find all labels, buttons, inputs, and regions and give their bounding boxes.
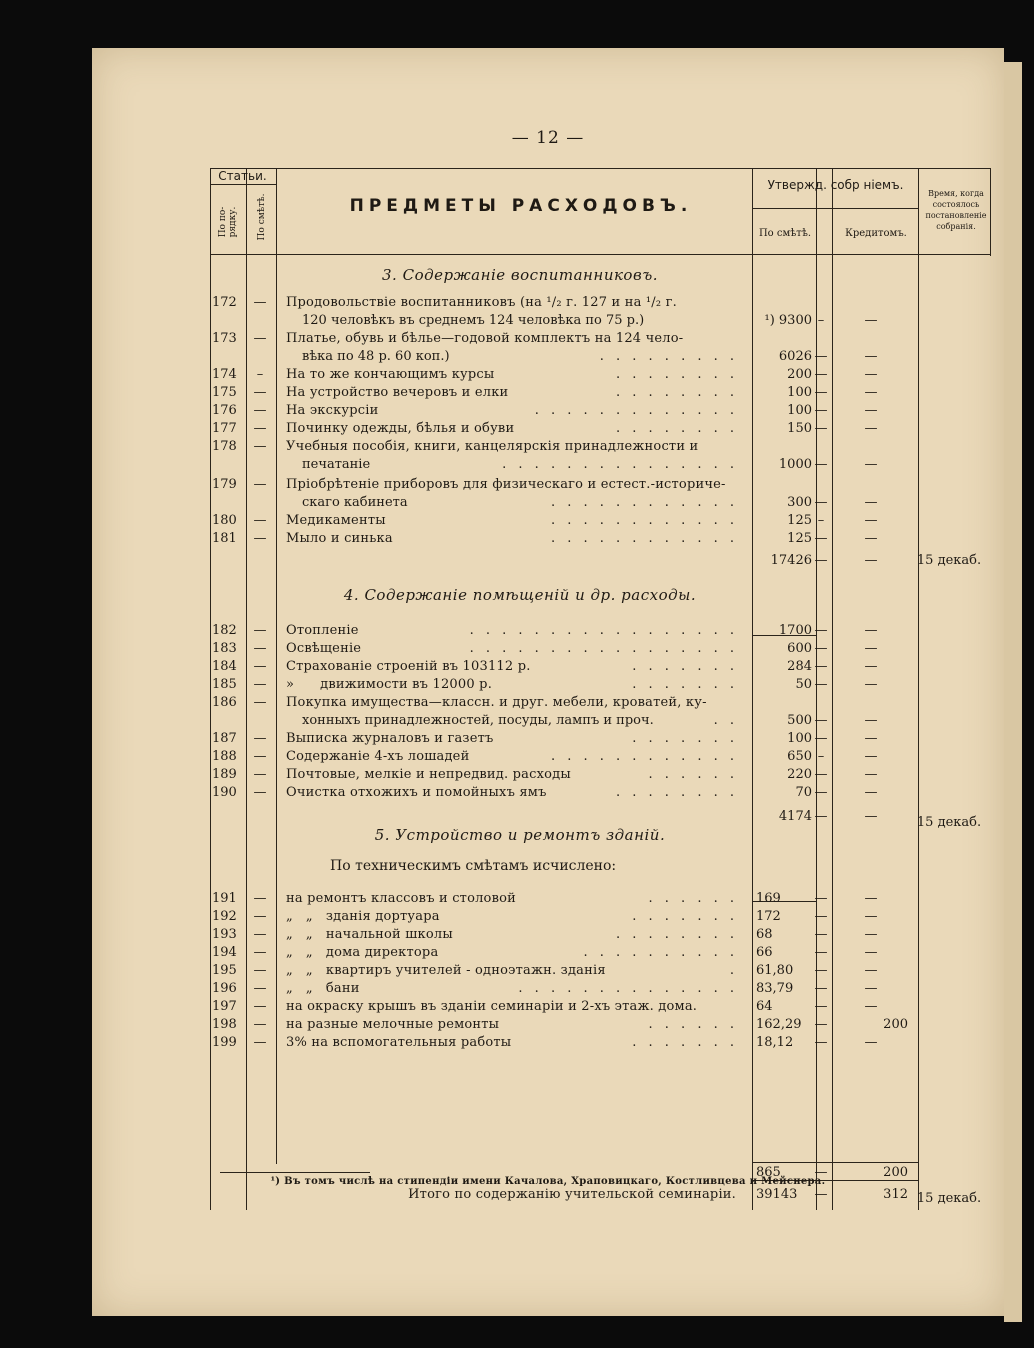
row-amount: 68: [756, 927, 773, 942]
header-statia: Статьи.: [218, 169, 267, 183]
header-po-smete: По смѣтѣ.: [758, 228, 812, 239]
row-smeta: —: [253, 963, 267, 978]
section-title: 3. Содержаніе воспитанниковъ.: [382, 266, 658, 284]
row-credit: —: [864, 513, 878, 528]
row-description: на ремонтъ классовъ и столовой: [286, 891, 516, 906]
row-amount: 200: [787, 367, 812, 382]
row-number: 174: [212, 367, 237, 382]
row-description: На то же кончающимъ курсы: [286, 367, 495, 382]
row-amount: 61,80: [756, 963, 794, 978]
row-credit: —: [864, 767, 878, 782]
row-number: 182: [212, 623, 237, 638]
row-description: печатаніе: [302, 457, 371, 472]
row-credit: —: [864, 981, 878, 996]
row-amount: 66: [756, 945, 773, 960]
row-mark: —: [814, 1035, 828, 1050]
row-mark: —: [814, 531, 828, 546]
header-kreditom: Кредитомъ.: [845, 228, 907, 239]
row-mark: —: [814, 421, 828, 436]
row-mark: —: [814, 349, 828, 364]
section-title: 4. Содержаніе помѣщеній и др. расходы.: [343, 586, 697, 604]
row-description: Пріобрѣтеніе приборовъ для физическаго и естест.-историче-: [286, 477, 726, 492]
row-credit: —: [864, 313, 878, 328]
row-credit: —: [864, 927, 878, 942]
row-mark: —: [814, 641, 828, 656]
row-number: 198: [212, 1017, 237, 1032]
grand-total-time: 15 декаб.: [916, 1191, 982, 1206]
row-number: 179: [212, 477, 237, 492]
document-page: [92, 48, 1004, 1316]
row-amount: 18,12: [756, 1035, 794, 1050]
row-smeta: —: [253, 623, 267, 638]
row-description: „ „ квартиръ учителей - одноэтажн. зданія: [286, 963, 606, 978]
leader-dots: . . . . . . . . . . . .: [550, 749, 738, 764]
row-smeta: —: [253, 659, 267, 674]
row-number: 181: [212, 531, 237, 546]
row-number: 199: [212, 1035, 237, 1050]
row-smeta: —: [253, 927, 267, 942]
section-total-amount: 865: [756, 1165, 781, 1180]
row-mark: —: [814, 1187, 828, 1202]
leader-dots: . . . . . . . . . .: [583, 945, 738, 960]
row-description: „ „ начальной школы: [286, 927, 453, 942]
row-amount: 1000: [778, 457, 812, 472]
row-description: на окраску крышъ въ зданіи семинаріи и 2-хъ этаж. дома.: [286, 999, 698, 1014]
row-number: 187: [212, 731, 237, 746]
row-credit: —: [864, 659, 878, 674]
row-mark: —: [814, 1165, 828, 1180]
row-smeta: —: [253, 403, 267, 418]
row-smeta: —: [253, 767, 267, 782]
row-amount: 83,79: [756, 981, 794, 996]
row-mark: —: [814, 945, 828, 960]
leader-dots: . . . . . . . . . . . .: [550, 513, 738, 528]
row-mark: —: [814, 623, 828, 638]
row-description: на разные мелочные ремонты: [286, 1017, 500, 1032]
header-po-poryadku: По по-рядку.: [218, 206, 238, 238]
row-number: 188: [212, 749, 237, 764]
row-amount: 1700: [778, 623, 812, 638]
row-mark: —: [814, 999, 828, 1014]
row-credit: —: [864, 731, 878, 746]
row-credit: —: [864, 749, 878, 764]
row-smeta: —: [253, 641, 267, 656]
row-number: 180: [212, 513, 237, 528]
row-description: „ „ дома директора: [286, 945, 439, 960]
row-mark: –: [817, 749, 825, 764]
row-number: 176: [212, 403, 237, 418]
row-mark: —: [814, 495, 828, 510]
row-description: Мыло и синька: [286, 531, 393, 546]
row-amount: 100: [787, 403, 812, 418]
leader-dots: . . . . . . . . . . . . . .: [518, 981, 738, 996]
row-mark: —: [814, 1017, 828, 1032]
row-number: 175: [212, 385, 237, 400]
row-amount: 500: [787, 713, 812, 728]
header-approved: Утвержд. собр ніемъ.: [767, 178, 904, 192]
row-smeta: —: [253, 439, 267, 454]
row-credit: —: [864, 999, 878, 1014]
page-number: — 12 —: [511, 128, 585, 148]
row-description: 3% на вспомогательныя работы: [286, 1035, 512, 1050]
row-smeta: —: [253, 421, 267, 436]
row-amount: 6026: [778, 349, 812, 364]
row-description: На экскурсіи: [286, 403, 379, 418]
row-smeta: —: [253, 513, 267, 528]
row-credit: —: [864, 367, 878, 382]
table-rule: [210, 184, 276, 185]
row-mark: —: [814, 659, 828, 674]
footnote-rule: [220, 1172, 370, 1173]
leader-dots: . . . . . . .: [632, 731, 738, 746]
row-number: 193: [212, 927, 237, 942]
row-credit: —: [864, 385, 878, 400]
row-mark: —: [814, 677, 828, 692]
leader-dots: . .: [713, 713, 738, 728]
row-amount: 300: [787, 495, 812, 510]
row-amount: 150: [787, 421, 812, 436]
footnote: ¹) Въ томъ числѣ на стипендіи имени Качалова, Храповицкаго, Костливцева и Мейснера.: [270, 1176, 826, 1187]
section-subheading: По техническимъ смѣтамъ исчислено:: [330, 858, 617, 874]
row-credit: —: [864, 909, 878, 924]
header-time: Время, когда состоялось постановленіе собранія.: [925, 189, 987, 231]
leader-dots: . . . . . . . . . . . . . . . . .: [469, 641, 738, 656]
row-mark: —: [814, 963, 828, 978]
row-amount: 50: [795, 677, 812, 692]
row-smeta: —: [253, 385, 267, 400]
leader-dots: . . . . . . . .: [616, 385, 738, 400]
grand-total-amount: 39143: [756, 1187, 798, 1202]
adjacent-page-edge: [1004, 62, 1022, 1322]
section-title: 5. Устройство и ремонтъ зданій.: [374, 826, 666, 844]
leader-dots: . . . . . . .: [632, 659, 738, 674]
row-smeta: —: [253, 945, 267, 960]
row-mark: —: [814, 767, 828, 782]
table-title: ПРЕДМЕТЫ РАСХОДОВЪ.: [349, 196, 693, 216]
row-mark: —: [814, 809, 828, 824]
row-number: 192: [212, 909, 237, 924]
row-smeta: —: [253, 331, 267, 346]
section-time: 15 декаб.: [916, 553, 982, 568]
row-smeta: —: [253, 999, 267, 1014]
row-amount: 169: [756, 891, 781, 906]
leader-dots: . . . . . . .: [632, 909, 738, 924]
row-amount: ¹) 9300: [764, 313, 812, 328]
row-description: скаго кабинета: [302, 495, 408, 510]
leader-dots: . . . . . .: [648, 767, 738, 782]
row-smeta: –: [256, 367, 264, 382]
row-description: Выписка журналовъ и газетъ: [286, 731, 494, 746]
row-amount: 220: [787, 767, 812, 782]
row-description: Освѣщеніе: [286, 641, 362, 656]
row-number: 191: [212, 891, 237, 906]
row-credit: —: [864, 457, 878, 472]
row-description: 120 человѣкъ въ среднемъ 124 человѣка по 75 р.): [302, 313, 645, 328]
row-amount: 650: [787, 749, 812, 764]
row-amount: 172: [756, 909, 781, 924]
row-amount: 100: [787, 385, 812, 400]
row-description: Учебныя пособія, книги, канцелярскія принадлежности и: [286, 439, 699, 454]
row-description: вѣка по 48 р. 60 коп.): [302, 349, 450, 364]
row-smeta: —: [253, 749, 267, 764]
row-smeta: —: [253, 785, 267, 800]
row-description: Страхованіе строеній въ 103112 р.: [286, 659, 531, 674]
row-smeta: —: [253, 677, 267, 692]
leader-dots: . . . . . . . .: [616, 927, 738, 942]
row-smeta: —: [253, 981, 267, 996]
leader-dots: . . . . . . .: [632, 1035, 738, 1050]
table-rule: [752, 208, 918, 209]
row-amount: 100: [787, 731, 812, 746]
row-credit: —: [864, 945, 878, 960]
table-rule: [210, 168, 990, 169]
table-rule: [276, 168, 277, 1164]
row-credit: —: [864, 349, 878, 364]
leader-dots: . . . . . . . . . . . . . . . . .: [469, 623, 738, 638]
row-description: Платье, обувь и бѣлье—годовой комплектъ на 124 чело-: [286, 331, 684, 346]
leader-dots: . . . . . . .: [632, 677, 738, 692]
row-credit: —: [864, 785, 878, 800]
row-number: 186: [212, 695, 237, 710]
row-mark: —: [814, 785, 828, 800]
grand-total-credit: 312: [883, 1187, 908, 1202]
row-number: 194: [212, 945, 237, 960]
table-rule: [752, 1162, 918, 1163]
row-amount: 125: [787, 513, 812, 528]
row-smeta: —: [253, 295, 267, 310]
section-total-amount: 4174: [778, 809, 812, 824]
row-mark: —: [814, 713, 828, 728]
row-amount: 64: [756, 999, 773, 1014]
row-description: „ „ бани: [286, 981, 360, 996]
row-description: Продовольствіе воспитанниковъ (на ¹/₂ г. 127 и на ¹/₂ г.: [286, 295, 677, 310]
row-number: 196: [212, 981, 237, 996]
row-smeta: —: [253, 909, 267, 924]
row-amount: 125: [787, 531, 812, 546]
row-credit: 200: [883, 1165, 908, 1180]
row-description: Покупка имущества—классн. и друг. мебели, кроватей, ку-: [286, 695, 707, 710]
row-amount: 284: [787, 659, 812, 674]
leader-dots: . . . . . . . .: [616, 785, 738, 800]
row-smeta: —: [253, 1017, 267, 1032]
row-mark: —: [814, 385, 828, 400]
row-amount: 162,29: [756, 1017, 802, 1032]
table-rule: [832, 168, 833, 1210]
row-credit: —: [864, 713, 878, 728]
row-number: 185: [212, 677, 237, 692]
row-credit: —: [864, 531, 878, 546]
row-credit: —: [864, 403, 878, 418]
row-description: Содержаніе 4-хъ лошадей: [286, 749, 470, 764]
row-credit: —: [864, 963, 878, 978]
row-description: На устройство вечеровъ и елки: [286, 385, 509, 400]
grand-total-label: Итого по содержанію учительской семинаріи.: [408, 1187, 736, 1202]
leader-dots: . . . . . . . . . . . .: [550, 531, 738, 546]
leader-dots: .: [729, 963, 738, 978]
row-smeta: —: [253, 695, 267, 710]
row-number: 172: [212, 295, 237, 310]
row-mark: —: [814, 553, 828, 568]
row-number: 178: [212, 439, 237, 454]
row-mark: —: [814, 891, 828, 906]
leader-dots: . . . . . . . . . . . .: [550, 495, 738, 510]
row-credit: —: [864, 1035, 878, 1050]
expense-table: [210, 168, 990, 1210]
row-number: 177: [212, 421, 237, 436]
leader-dots: . . . . . . . . .: [599, 349, 738, 364]
row-amount: 70: [795, 785, 812, 800]
row-number: 173: [212, 331, 237, 346]
table-rule: [918, 168, 919, 1210]
row-number: 189: [212, 767, 237, 782]
row-description: Очистка отхожихъ и помойныхъ ямъ: [286, 785, 547, 800]
leader-dots: . . . . . . . .: [616, 367, 738, 382]
leader-dots: . . . . . . . . . . . . . . .: [502, 457, 738, 472]
row-credit: —: [864, 891, 878, 906]
row-mark: —: [814, 927, 828, 942]
row-description: „ „ зданія дортуара: [286, 909, 440, 924]
row-mark: –: [817, 513, 825, 528]
row-mark: —: [814, 367, 828, 382]
leader-dots: . . . . . .: [648, 891, 738, 906]
row-credit: —: [864, 553, 878, 568]
section-time: 15 декаб.: [916, 815, 982, 830]
row-mark: —: [814, 403, 828, 418]
row-description: Почтовые, мелкіе и непредвид. расходы: [286, 767, 571, 782]
row-smeta: —: [253, 531, 267, 546]
row-smeta: —: [253, 731, 267, 746]
row-mark: —: [814, 457, 828, 472]
table-rule: [246, 168, 247, 1210]
row-credit: —: [864, 677, 878, 692]
table-rule: [210, 254, 990, 255]
row-mark: —: [814, 731, 828, 746]
row-description: хонныхъ принадлежностей, посуды, лампъ и проч.: [302, 713, 654, 728]
section-total-amount: 17426: [770, 553, 812, 568]
row-description: Починку одежды, бѣлья и обуви: [286, 421, 515, 436]
row-smeta: —: [253, 477, 267, 492]
leader-dots: . . . . . . . .: [616, 421, 738, 436]
row-smeta: —: [253, 891, 267, 906]
row-credit: —: [864, 623, 878, 638]
row-description: Отопленіе: [286, 623, 359, 638]
row-credit: 200: [883, 1017, 908, 1032]
row-number: 197: [212, 999, 237, 1014]
row-number: 184: [212, 659, 237, 674]
row-credit: —: [864, 495, 878, 510]
row-credit: —: [864, 421, 878, 436]
row-number: 190: [212, 785, 237, 800]
row-description: Медикаменты: [286, 513, 386, 528]
row-mark: —: [814, 909, 828, 924]
table-rule: [990, 168, 991, 256]
row-credit: —: [864, 641, 878, 656]
row-mark: —: [814, 981, 828, 996]
header-po-smete-rot: По смѣтѣ.: [257, 193, 267, 241]
row-amount: 600: [787, 641, 812, 656]
row-smeta: —: [253, 1035, 267, 1050]
leader-dots: . . . . . . . . . . . . .: [534, 403, 738, 418]
row-credit: —: [864, 809, 878, 824]
leader-dots: . . . . . .: [648, 1017, 738, 1032]
row-number: 183: [212, 641, 237, 656]
row-mark: –: [817, 313, 825, 328]
row-number: 195: [212, 963, 237, 978]
row-description: » движимости въ 12000 р.: [286, 677, 493, 692]
